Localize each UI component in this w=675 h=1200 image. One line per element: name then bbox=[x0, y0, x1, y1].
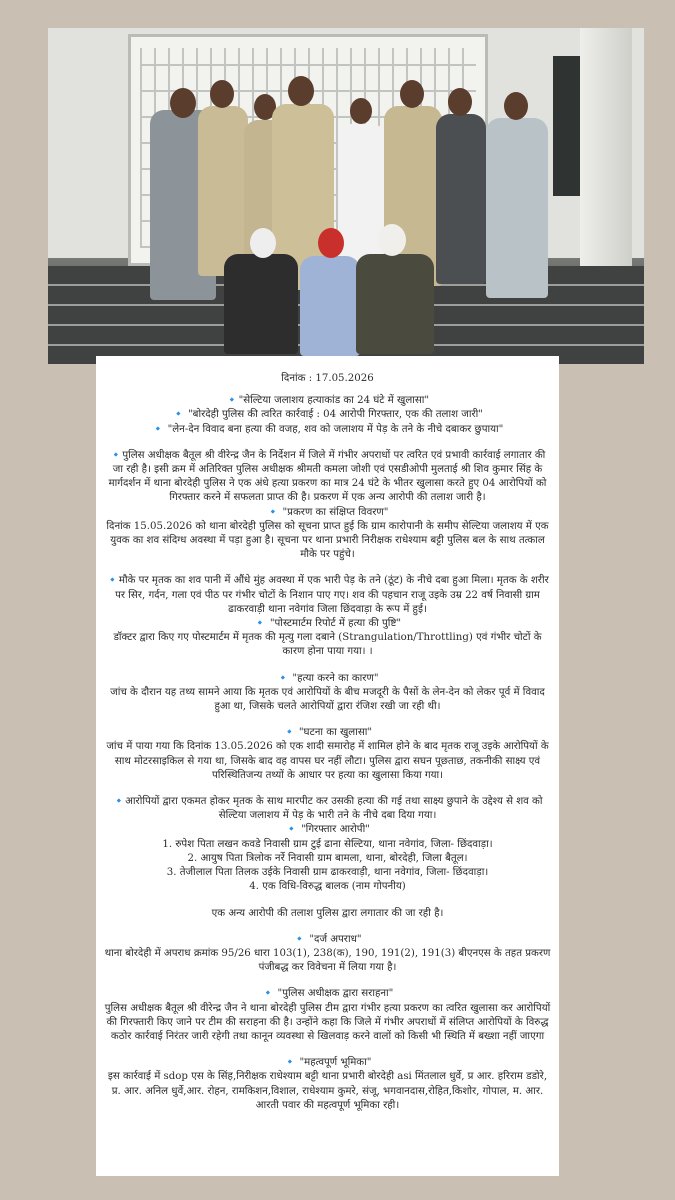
person-head bbox=[448, 88, 472, 116]
masked-head bbox=[378, 224, 406, 256]
praise-paragraph: पुलिस अधीक्षक बैतूल श्री वीरेन्द्र जैन ने थाना बोरदेही पुलिस टीम द्वारा गंभीर हत्या प्रकरण का त्वरित खुलासा कर आरोपियों की गिरफ्तारी किए जाने पर टीम की सराहना की है। उन्होंने कहा कि जिले में गंभीर अपराधों में संलिप्त आरोपियों के विरुद्ध कठोर कार्रवाई निरंतर जारी रहेगी तथा कानून व्यवस्था से खिलवाड़ करने वालों को किसी भी स्थिति में बख्शा नहीं जाएगा bbox=[104, 1002, 551, 1042]
person-standing bbox=[436, 114, 486, 284]
arrested-item: 3. तेजीलाल पिता तिलक उईके निवासी ग्राम ढाकरवाड़ी, थाना नवेगांव, जिला- छिंदवाड़ा। bbox=[166, 867, 489, 879]
search-paragraph: एक अन्य आरोपी की तलाश पुलिस द्वारा लगातार की जा रही है। bbox=[211, 907, 444, 919]
praise-heading: 🔹 "पुलिस अधीक्षक द्वारा सराहना" bbox=[261, 988, 394, 1000]
person-head bbox=[400, 80, 424, 108]
summary-heading: 🔹 "प्रकरण का संक्षिप्त विवरण" bbox=[266, 506, 389, 518]
headline-1: 🔹"सेल्टिया जलाशय हत्याकांड का 24 घंटे में खुलासा" bbox=[225, 395, 430, 407]
case-heading: 🔹 "दर्ज अपराध" bbox=[293, 933, 362, 945]
crime-paragraph: 🔹आरोपियों द्वारा एकमत होकर मृतक के साथ मारपीट कर उसकी हत्या की गई तथा साक्ष्य छुपाने के उद्देश्य से शव को सेल्टिया जलाशय में पेड़ के भारी तने के नीचे दबा दिया गया। bbox=[112, 796, 543, 822]
group-photo bbox=[48, 28, 644, 364]
headline-3: 🔹 "लेन-देन विवाद बना हत्या की वजह, शव को जलाशय में पेड़ के तने के नीचे दबाकर छुपाया" bbox=[151, 423, 504, 435]
case-paragraph: थाना बोरदेही में अपराध क्रमांक 95/26 धारा 103(1), 238(क), 190, 191(2), 191(3) बीएनएस के तहत प्रकरण पंजीबद्ध कर विवेचना में लिया गया है। bbox=[104, 947, 551, 974]
postmortem-heading: 🔹 "पोस्टमार्टम रिपोर्ट में हत्या की पुष्टि" bbox=[253, 618, 402, 630]
intro-paragraph: 🔹पुलिस अधीक्षक बैतूल श्री वीरेन्द्र जैन के निर्देशन में जिले में गंभीर अपराधों पर त्वरित एवं प्रभावी कार्रवाई लगातार की जा रही है। इसी क्रम में अतिरिक्त पुलिस अधीक्षक श्रीमती कमला जोशी एवं एसडीओपी मुलताई श्री शिव कुमार सिंह के मार्गदर्शन में थाना बोरदेही पुलिस ने एक अंधे हत्या प्रकरण का मात्र 24 घंटे के भीतर खुलासा करते हुए 04 आरोपियों को गिरफ्तार करने में सफलता प्राप्त की है। प्रकरण में एक अन्य आरोपी की तलाश जारी है। bbox=[108, 449, 547, 504]
motive-paragraph: जांच के दौरान यह तथ्य सामने आया कि मृतक एवं आरोपियों के बीच मजदूरी के पैसों के लेन-देन को लेकर पूर्व में विवाद हुआ था, जिसके चलते आरोपियों द्वारा रंजिश रखी जा रही थी। bbox=[110, 686, 545, 713]
person-seated bbox=[356, 254, 434, 354]
person-head bbox=[350, 98, 372, 124]
motive-heading: 🔹 "हत्या करने का कारण" bbox=[276, 672, 379, 684]
release-date: दिनांक : 17.05.2026 bbox=[281, 373, 374, 384]
person-seated bbox=[300, 256, 360, 356]
press-release-card bbox=[96, 356, 559, 1176]
person-head bbox=[288, 76, 314, 106]
person-head bbox=[170, 88, 196, 118]
person-head bbox=[504, 92, 528, 120]
masked-head bbox=[250, 228, 276, 258]
person-seated bbox=[224, 254, 298, 354]
arrested-item: 1. रुपेश पिता लखन कवडे निवासी ग्राम टुई ढाना सेल्टिया, थाना नवेगांव, जिला- छिंदवाड़ा। bbox=[162, 838, 493, 850]
headline-2: 🔹 "बोरदेही पुलिस की त्वरित कार्रवाई : 04 आरोपी गिरफ्तार, एक की तलाश जारी" bbox=[172, 409, 483, 421]
arrested-item: 2. आयुष पिता त्रिलोक नर्रे निवासी ग्राम बामला, थाना, बोरदेही, जिला बैतूल। bbox=[187, 852, 468, 864]
arrested-item: 4. एक विधि-विरुद्ध बालक (नाम गोपनीय) bbox=[249, 881, 406, 893]
role-heading: 🔹 "महत्वपूर्ण भूमिका" bbox=[283, 1057, 372, 1069]
arrested-heading: 🔹 "गिरफ्तार आरोपी" bbox=[285, 824, 370, 836]
incident-heading: 🔹 "घटना का खुलासा" bbox=[282, 727, 373, 739]
role-paragraph: इस कार्रवाई में sdop एस के सिंह,निरीक्षक राधेश्याम बट्टी थाना प्रभारी बोरदेही asi मिंतलाल धुर्वे, प्र आर. हरिराम डडोरे, प्र. आर. अनिल धुर्वे,आर. रोहन, रामकिशन,विशाल, राधेश्याम कुमरे, संजू, भगवानदास,रोहित,किशोर, गोपाल, म. आर. आरती पवार की महत्वपूर्ण भूमिका रही। bbox=[107, 1071, 548, 1111]
person-head bbox=[210, 80, 234, 108]
incident-paragraph: जांच में पाया गया कि दिनांक 13.05.2026 को एक शादी समारोह में शामिल होने के बाद मृतक राजू उइके आरोपियों के साथ मोटरसाइकिल से गया था, जिसके बाद वह वापस घर नहीं लौटा। पुलिस द्वारा सघन पूछताछ, तकनीकी साक्ष्य एवं परिस्थितिजन्य तथ्यों के आधार पर हत्या का खुलासा किया गया। bbox=[106, 741, 549, 781]
masked-head bbox=[318, 228, 344, 258]
person-standing bbox=[486, 118, 548, 298]
summary-paragraph: दिनांक 15.05.2026 को थाना बोरदेही पुलिस को सूचना प्राप्त हुई कि ग्राम कारोपानी के समीप सेल्टिया जलाशय में एक युवक का शव संदिग्ध अवस्था में पड़ा हुआ है। सूचना पर थाना प्रभारी निरीक्षक राधेश्याम बट्टी पुलिस बल के साथ तत्काल मौके पर पहुंचे। bbox=[106, 520, 549, 561]
person-standing bbox=[198, 106, 248, 276]
scene-paragraph: 🔹मौके पर मृतक का शव पानी में औंधे मुंह अवस्था में एक भारी पेड़ के तने (ठूंट) के नीचे दबा हुआ मिला। मृतक के शरीर पर सिर, गर्दन, गला एवं पीठ पर गंभीर चोटों के निशान पाए गए। शव की पहचान राजू उइके उम्र 22 वर्ष निवासी ग्राम ढाकरवाड़ी थाना नवेगांव जिला छिंदवाड़ा के रूप में हुई। bbox=[106, 575, 549, 615]
postmortem-paragraph: डॉक्टर द्वारा किए गए पोस्टमार्टम में मृतक की मृत्यु गला दबाने (Strangulation/Throttling) एवं गंभीर चोटों के कारण होना पाया गया। । bbox=[113, 632, 542, 658]
